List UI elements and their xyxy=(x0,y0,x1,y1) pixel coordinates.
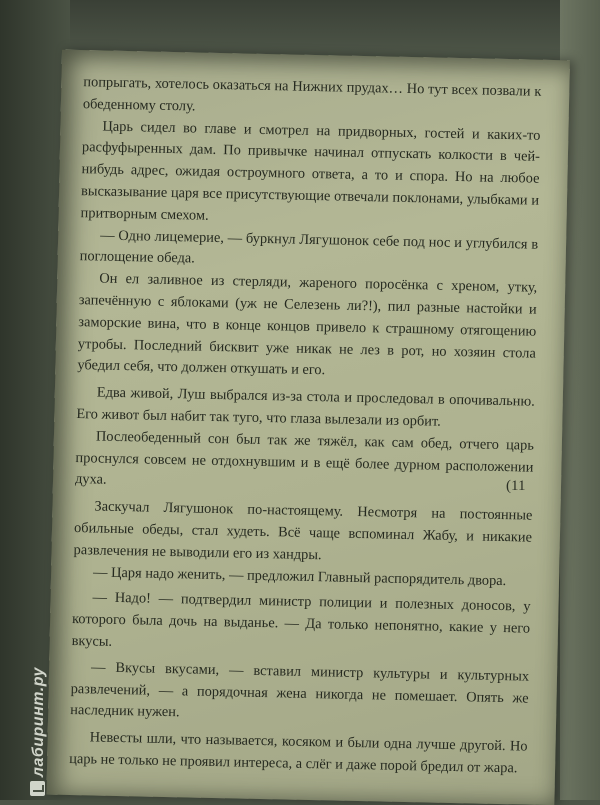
paragraph-7: Заскучал Лягушонок по-настоящему. Несмотря на постоянные обильные обеды, стал худеть. Всё чаще вспоминал Жабу, и никакие развлечения не выводили его из хандры. xyxy=(73,498,533,563)
watermark-text-wrap xyxy=(30,667,48,796)
paragraph-5: Едва живой, Луш выбрался из-за стола и проследовал в опочивальню. Его живот был набит так туго, что глаза вылезали из орбит. xyxy=(76,384,535,430)
paragraph-2: Царь сидел во главе и смотрел на придворных, гостей и каких-то расфуфыренных дам. По привычке начинал отпускать колкости в чей-нибудь адрес, ожидая остроумного ответа, а то и спора. Но на любое высказывание царя все присутствующие отвечали поклонами, улыбками и притворным смехом. xyxy=(80,118,541,224)
paragraph-1: попрыгать, хотелось оказаться на Нижних прудах… Но тут всех позвали к обеденному столу. xyxy=(82,74,542,115)
page-number-value: 11 xyxy=(511,478,526,494)
paragraph-8: — Царя надо женить, — предложил Главный распорядитель двора. xyxy=(92,563,507,589)
page-text xyxy=(69,72,542,780)
paragraph-6: Послеобеденный сон был так же тяжёл, как сам обед, отчего царь проснулся совсем не отдохнувшим и в ещё более дурном расположении духа. xyxy=(74,428,535,489)
book-page xyxy=(46,50,569,805)
labirint-logo-icon xyxy=(30,781,45,796)
paragraph-4: Он ел заливное из стерляди, жареного поросёнка с хреном, утку, запечённую с яблоками (уж не Селезень ли?!), пил разные настойки и заморские вина, что в конце концов привело к страшному отягощению утробы. Последний бисквит уже никак не лез в рот, но хозяин стола убедил себя, что должен откушать и его. xyxy=(77,270,538,379)
paragraph-10: — Вкусы вкусами, — вставил министр культуры и культурных развлечений, — а порядочная жена никогда не помешает. Опять же наследник нужен. xyxy=(70,659,530,721)
paragraph-11: Невесты шли, что называется, косяком и были одна лучше другой. Но царь не только не проявил интереса, а слёг и даже порой бредил от жара. xyxy=(69,729,528,777)
page-number-bracket: ( xyxy=(506,478,511,494)
watermark xyxy=(6,650,47,800)
page-number xyxy=(506,478,525,495)
paragraph-3: — Одно лицемерие, — буркнул Лягушонок себе под нос и углубился в поглощение обеда. xyxy=(79,227,539,267)
watermark-label: лабиринт.ру xyxy=(30,667,47,777)
paragraph-9: — Надо! — подтвердил министр полиции и полезных доносов, у которого была дочь на выданье. — Да только непонятно, какие у него вкусы. xyxy=(71,589,531,650)
